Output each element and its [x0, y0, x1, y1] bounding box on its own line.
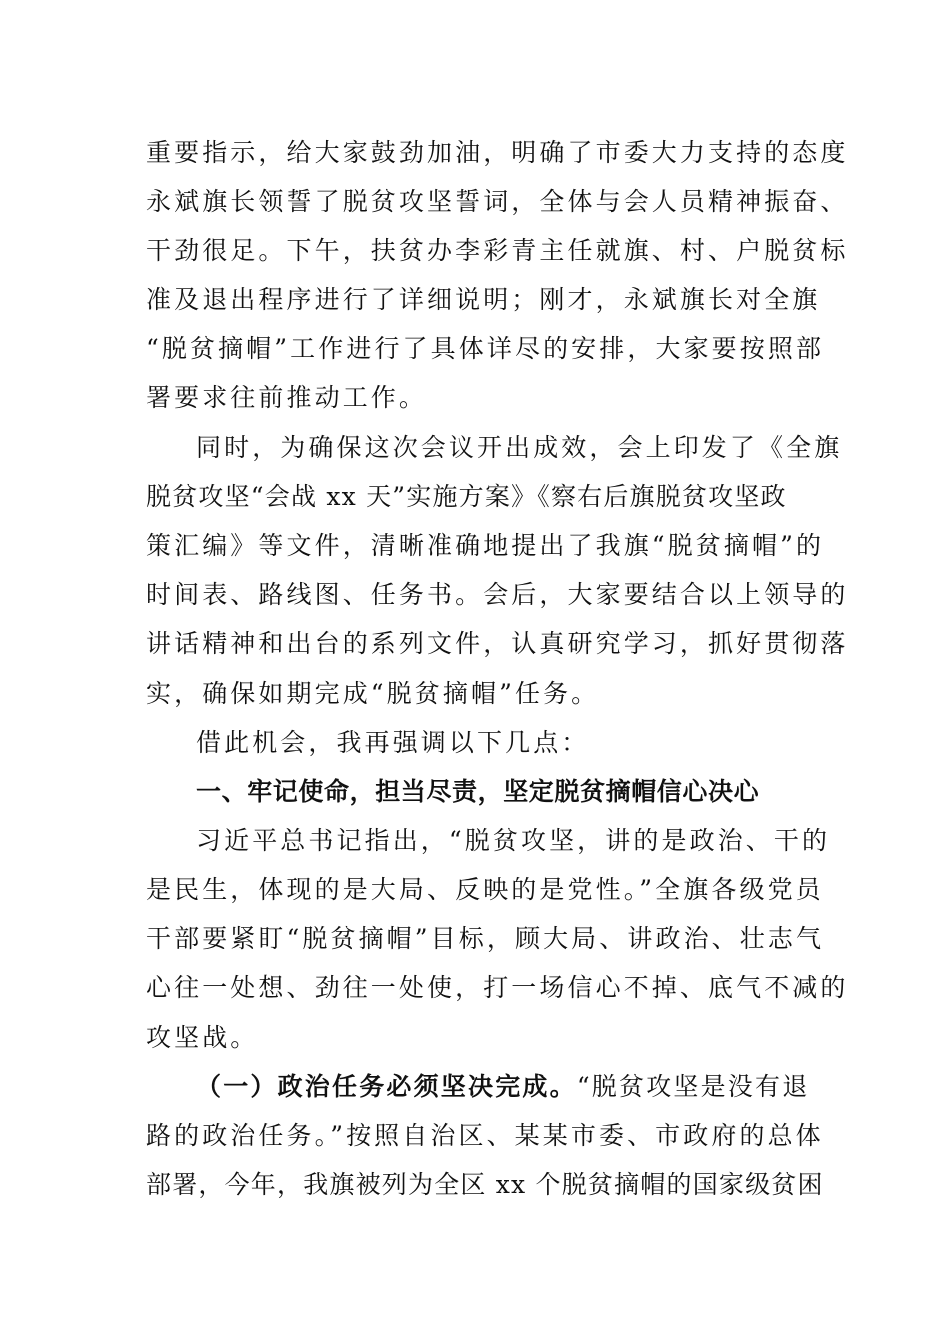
paragraph-line — [196, 1067, 810, 1107]
paragraph-line: 攻坚战。 — [146, 1023, 259, 1052]
paragraph-line: 永斌旗长领誓了脱贫攻坚誓词，全体与会人员精神振奋、 — [146, 187, 849, 216]
paragraph-line: 习近平总书记指出，“脱贫攻坚，讲的是政治、干的 — [196, 826, 831, 855]
paragraph-line: 干部要紧盯“脱贫摘帽”目标，顾大局、讲政治、壮志气 — [146, 924, 825, 953]
paragraph-line: 准及退出程序进行了详细说明；刚才，永斌旗长对全旗 — [146, 285, 821, 314]
paragraph-line: 时间表、路线图、任务书。会后，大家要结合以上领导的 — [146, 580, 849, 609]
paragraph-line: 心往一处想、劲往一处使，打一场信心不掉、底气不减的 — [146, 973, 849, 1002]
paragraph-line: 是民生，体现的是大局、反映的是党性。”全旗各级党员 — [146, 875, 824, 904]
section-heading: 一、牢记使命，担当尽责，坚定脱贫摘帽信心决心 — [196, 777, 760, 806]
paragraph-line: 实，确保如期完成“脱贫摘帽”任务。 — [146, 679, 600, 708]
paragraph-line: 署要求往前推动工作。 — [146, 383, 428, 412]
paragraph-line: 部署，今年，我旗被列为全区 xx 个脱贫摘帽的国家级贫困 — [146, 1170, 824, 1199]
subsection-title: （一）政治任务必须坚决完成。 — [196, 1072, 577, 1101]
paragraph-line: 借此机会，我再强调以下几点： — [196, 728, 590, 757]
paragraph-line: 策汇编》等文件，清晰准确地提出了我旗“脱贫摘帽”的 — [146, 531, 825, 560]
paragraph-line: 重要指示，给大家鼓劲加油，明确了市委大力支持的态度 — [146, 138, 849, 167]
paragraph-line: 脱贫攻坚“会战 xx 天”实施方案》《察右后旗脱贫攻坚政 — [146, 482, 787, 511]
subsection-text: “脱贫攻坚是没有退 — [576, 1072, 810, 1101]
paragraph-line: 同时，为确保这次会议开出成效，会上印发了《全旗 — [196, 433, 843, 462]
paragraph-line: 干劲很足。下午，扶贫办李彩青主任就旗、村、户脱贫标 — [146, 236, 849, 265]
paragraph-line: “脱贫摘帽”工作进行了具体详尽的安排，大家要按照部 — [146, 334, 825, 363]
paragraph-line: 路的政治任务。”按照自治区、某某市委、市政府的总体 — [146, 1121, 824, 1150]
paragraph-line: 讲话精神和出台的系列文件，认真研究学习，抓好贯彻落 — [146, 629, 849, 658]
